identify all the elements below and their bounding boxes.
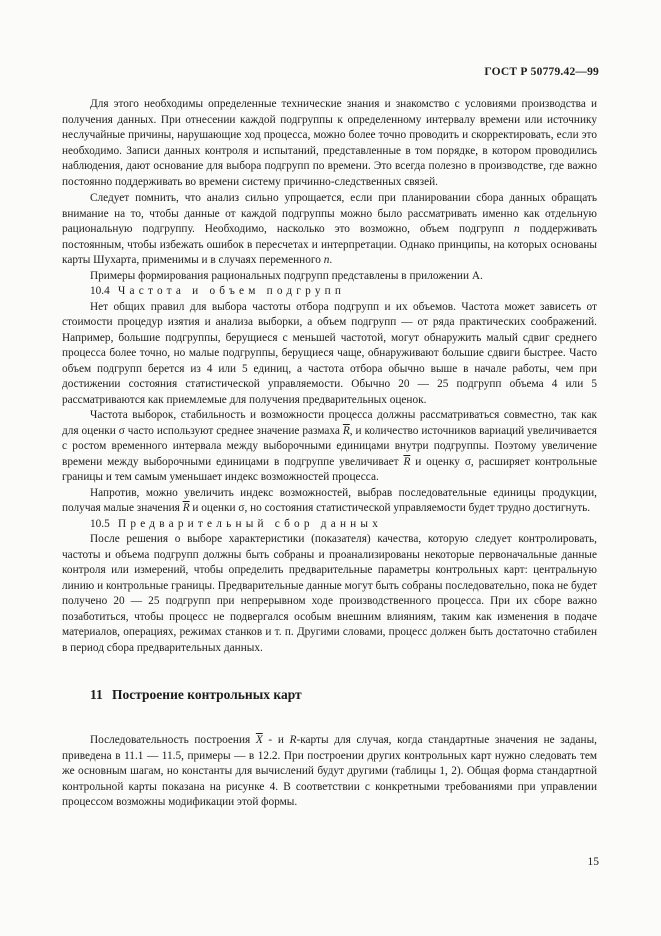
section-11-heading: 11 Построение контрольных карт [90, 687, 302, 702]
paragraph-1: Для этого необходимы определенные технические знания и знакомство с условиями производства и получения данных. При отнесении каждой подгруппы к определенному интервалу времени или источнику неслучайные причины, нарушающие ход процесса, можно более точно проводить и скорректировать, если это необходимо. Записи данных контроля и испытаний, представленные в том порядке, в котором проводились наблюдения, дают основание для выбора подгрупп по времени. Это всегда полезно в производстве, где важно постоянно поддерживать во времени систему причинно-следственных связей. [62, 98, 597, 188]
section-10-5-heading: 10.5 Предварительный сбор данных [90, 517, 383, 530]
paragraph-6: Напротив, можно увеличить индекс возможностей, выбрав последовательные единицы продукции, получая малые значения $\overline{R}$ и оценки σ, но состояния статистической управляемости будет трудно достигнуть. [62, 486, 597, 514]
paragraph-5: Частота выборок, стабильность и возможности процесса должны рассматриваться совместно, так как для оценки σ часто используют среднее значение размаха $\overline{R}$, и количество источников вариаций увеличивается с ростом временного интервала между выборочными единицами внутри подгруппы. Поэтому увеличение времени между выборочными единицами в подгруппе увеличивает $\overline{R}$ и оценку σ, расширяет контрольные границы и тем самым уменьшает индекс возможностей процесса. [62, 409, 597, 483]
paragraph-8: Последовательность построения $\overline{X}$ - и R-карты для случая, когда стандартные значения не заданы, приведена в 11.1 — 11.5, примеры — в 12.2. При построении других контрольных карт нужно следовать тем же основным шагам, но константы для вычислений будут другими (таблицы 1, 2). Общая форма стандартной контрольной карты показана на рисунке 4. В соответствии с конкретными требованиями при управлении процессом возможны модификации этой формы. [62, 734, 598, 808]
section-11-text [62, 733, 597, 811]
page-number: 15 [587, 856, 599, 868]
paragraph-3: Примеры формирования рациональных подгрупп представлены в приложении А. [90, 269, 483, 282]
standard-header: ГОСТ Р 50779.42—99 [484, 66, 599, 78]
main-text [62, 97, 597, 656]
paragraph-2: Следует помнить, что анализ сильно упрощается, если при планировании сбора данных обращать внимание на то, чтобы данные от каждой подгруппы можно было рассматривать именно как отдельную рациональную подгруппу. Необходимо, насколько это возможно, объем подгрупп n поддерживать постоянным, чтобы избежать ошибок в пересчетах и интерпретации. Однако принципы, на которых основаны карты Шухарта, применимы и в случаях переменного n. [62, 192, 597, 266]
paragraph-4: Нет общих правил для выбора частоты отбора подгрупп и их объемов. Частота может зависеть от стоимости процедур изятия и анализа выборки, а объем подгрупп — от ряда практических соображений. Например, большие подгруппы, берущиеся с меньшей частотой, могут обнаружить малый сдвиг среднего процесса более точно, но малые подгруппы, берущиеся чаще, обнаруживают большие сдвиги быстрее. Часто объем подгрупп берется из 4 или 5 единиц, а частота отбора обычно выше в начале работы, чем при достижении состояния статистической управляемости. Обычно 20 — 25 подгрупп объема 4 или 5 рассматриваются как приемлемые для получения предварительных оценок. [62, 300, 597, 406]
paragraph-7: После решения о выборе характеристики (показателя) качества, которую следует контролировать, частоты и объема подгрупп должны быть собраны и проанализированы некоторые первоначальные данные контроля или измерений, чтобы определить предварительные параметры контрольных карт: центральную линию и контрольные границы. Предварительные данные могут быть собраны последовательно, пока не будет получено 20 — 25 подгрупп при непрерывном ходе производственного процесса. При их сборе важно позаботиться, чтобы процесс не подвергался особым внешним влияниям, таким как изменения в подаче материалов, операциях, режимах станков и т. п. Другими словами, процесс должен быть достаточно стабилен в период сбора предварительных данных. [62, 533, 597, 654]
section-10-4-heading: 10.4 Частота и объем подгрупп [90, 285, 346, 297]
